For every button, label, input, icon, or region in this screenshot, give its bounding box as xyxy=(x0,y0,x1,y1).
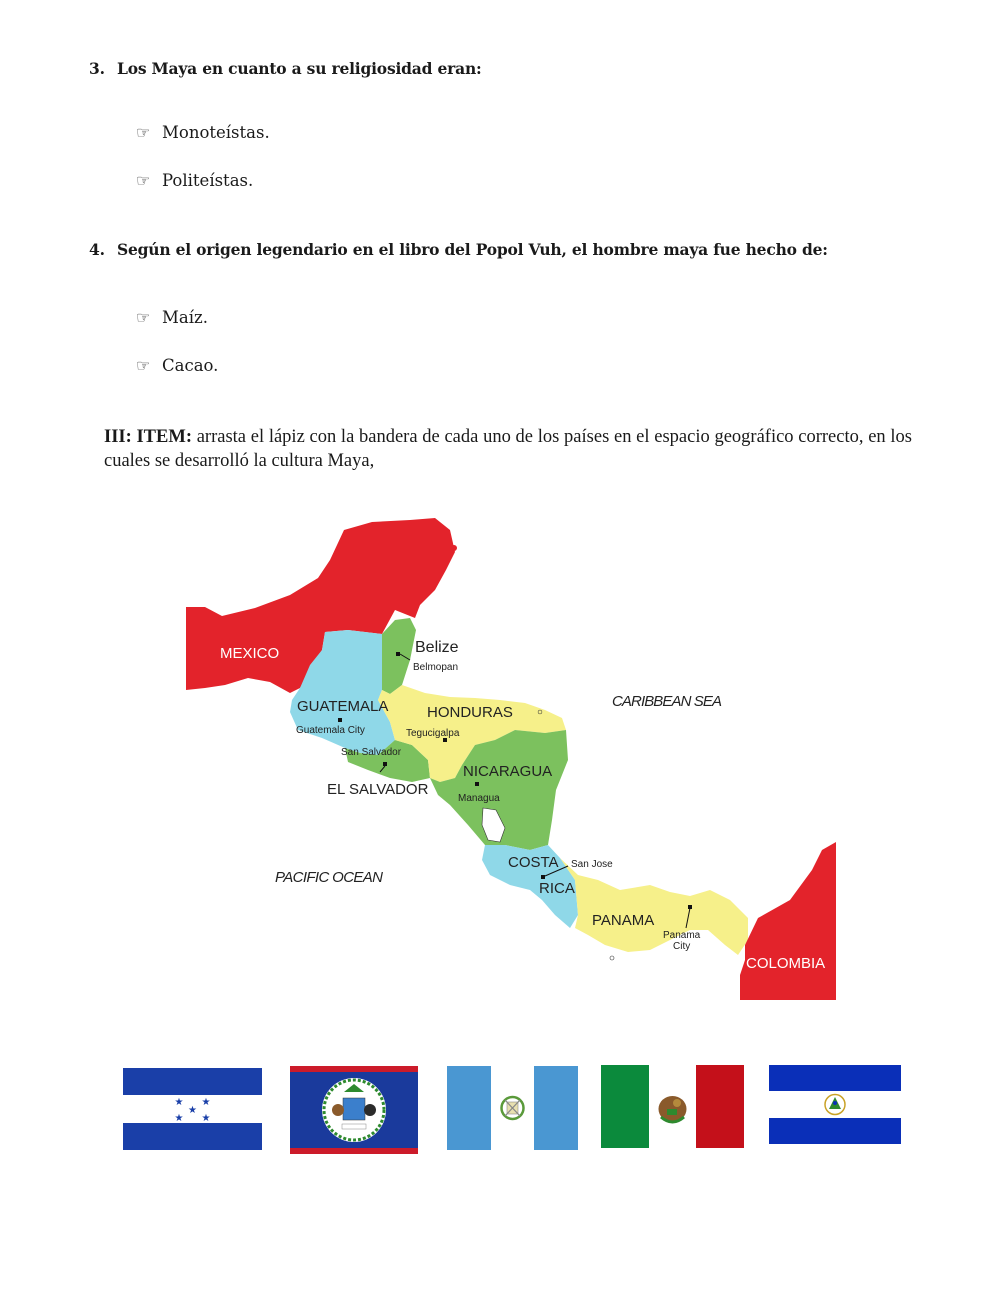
section-instructions xyxy=(104,425,912,473)
option-label: Politeístas. xyxy=(162,171,254,190)
option-label: Cacao. xyxy=(162,356,219,375)
flag-honduras[interactable] xyxy=(123,1068,262,1150)
svg-text:★: ★ xyxy=(174,1097,184,1108)
pointing-hand-icon: ☞ xyxy=(136,308,151,327)
label-costa-rica-2: RICA xyxy=(539,880,575,897)
svg-text:★: ★ xyxy=(201,1097,211,1108)
option-monoteistas[interactable] xyxy=(136,123,270,142)
label-colombia: COLOMBIA xyxy=(746,955,826,972)
region-colombia[interactable] xyxy=(740,842,836,1000)
label-nicaragua: NICARAGUA xyxy=(463,763,553,780)
island xyxy=(451,545,457,551)
label-managua: Managua xyxy=(458,793,500,804)
pointing-hand-icon: ☞ xyxy=(136,123,151,142)
question-text: Los Maya en cuanto a su religiosidad eran: xyxy=(117,59,482,78)
flag-guatemala[interactable] xyxy=(447,1066,578,1150)
flag-el-salvador[interactable] xyxy=(769,1065,901,1144)
label-guatemala: GUATEMALA xyxy=(297,698,389,715)
label-panama-city-1: Panama xyxy=(663,930,701,941)
pointing-hand-icon: ☞ xyxy=(136,171,151,190)
coat-of-arms-icon xyxy=(343,1098,365,1120)
label-tegucigalpa: Tegucigalpa xyxy=(406,728,460,739)
label-costa-rica-1: COSTA xyxy=(508,854,559,871)
label-san-salvador: San Salvador xyxy=(341,747,402,758)
label-honduras: HONDURAS xyxy=(427,704,513,721)
flag-belize[interactable] xyxy=(290,1066,418,1154)
label-san-jose: San Jose xyxy=(571,859,613,870)
pointing-hand-icon: ☞ xyxy=(136,356,151,375)
capital-marker-guatemala-city xyxy=(338,718,342,722)
question-3 xyxy=(89,59,482,78)
label-pacific-ocean: PACIFIC OCEAN xyxy=(275,869,383,886)
question-4 xyxy=(89,240,828,259)
label-panama: PANAMA xyxy=(592,912,655,929)
flag-mexico[interactable] xyxy=(601,1065,744,1148)
label-caribbean-sea: CARIBBEAN SEA xyxy=(612,693,722,710)
capital-marker-belmopan xyxy=(396,652,400,656)
label-guatemala-city: Guatemala City xyxy=(296,725,365,736)
capital-marker-san-salvador xyxy=(383,762,387,766)
option-label: Maíz. xyxy=(162,308,208,327)
svg-text:★: ★ xyxy=(174,1113,184,1124)
central-america-map xyxy=(180,515,840,1005)
section-label: III: ITEM: xyxy=(104,427,192,447)
capital-marker-san-jose xyxy=(541,875,545,879)
label-mexico: MEXICO xyxy=(220,645,280,662)
question-text: Según el origen legendario en el libro del Popol Vuh, el hombre maya fue hecho de: xyxy=(117,240,828,259)
capital-marker-managua xyxy=(475,782,479,786)
region-panama[interactable] xyxy=(560,858,748,955)
label-belize: Belize xyxy=(415,639,459,656)
label-belmopan: Belmopan xyxy=(413,662,459,673)
option-cacao[interactable] xyxy=(136,356,218,375)
question-number: 3. xyxy=(89,59,105,78)
option-label: Monoteístas. xyxy=(162,123,270,142)
island xyxy=(610,956,614,960)
question-number: 4. xyxy=(89,240,105,259)
section-text: arrasta el lápiz con la bandera de cada uno de los países en el espacio geográfico correcto, en los cuales se desarrolló la cultura Maya, xyxy=(104,427,913,471)
svg-text:★: ★ xyxy=(201,1113,211,1124)
option-politeistas[interactable] xyxy=(136,171,253,190)
option-maiz[interactable] xyxy=(136,308,208,327)
svg-text:★: ★ xyxy=(188,1105,197,1116)
island xyxy=(538,710,542,714)
label-panama-city-2: City xyxy=(673,941,691,952)
label-el-salvador: EL SALVADOR xyxy=(327,781,429,798)
